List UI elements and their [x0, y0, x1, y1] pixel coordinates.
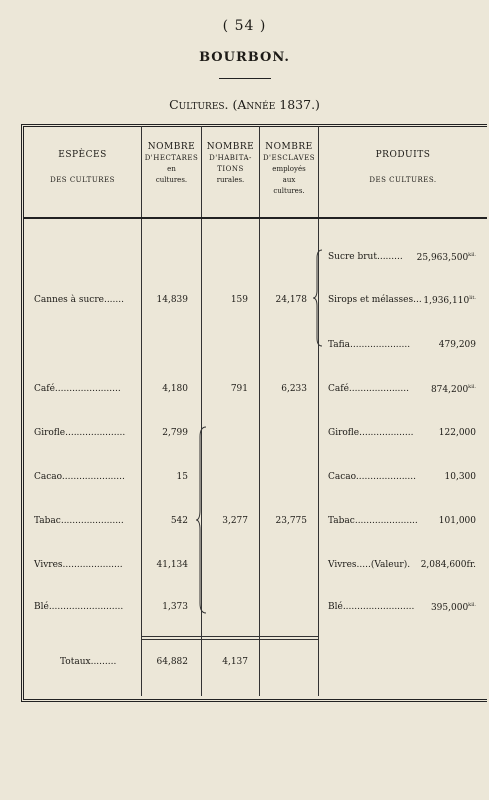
row-culture: Cacao......................	[34, 472, 125, 482]
product-value	[400, 340, 476, 350]
product-unit: kil.	[468, 252, 476, 258]
header-habitations-title: NOMBRE	[206, 142, 255, 152]
row-culture: Girofle.....................	[34, 428, 126, 438]
page-number: ( 54 )	[222, 18, 267, 34]
header-hectares-sub: D'HECTARES	[144, 154, 199, 162]
header-especes	[24, 150, 141, 186]
row-hectares: 2,799	[162, 428, 188, 438]
totals-label: Totaux.........	[60, 657, 117, 667]
header-hectares	[142, 142, 201, 186]
product-amount: 395,000	[430, 603, 469, 613]
product-label: Cacao.....................	[328, 472, 416, 482]
row-culture: Tabac......................	[34, 516, 124, 526]
product-value	[400, 428, 476, 438]
header-esclaves-sub: D'ESCLAVES	[262, 154, 316, 162]
product-amount: 2,084,600fr.	[420, 560, 476, 570]
row-hectares: 542	[170, 516, 188, 526]
product-label: Sirops et mélasses...	[328, 295, 422, 305]
header-hectares-title: NOMBRE	[147, 142, 196, 152]
totals-hectares: 64,882	[156, 657, 188, 667]
product-label: Vivres.....(Valeur).	[328, 560, 411, 570]
totals-rule	[142, 636, 259, 637]
product-label: Girofle...................	[328, 428, 414, 438]
row-hectares: 15	[176, 472, 188, 482]
product-label: Sucre brut.........	[328, 252, 403, 262]
table-caption: Cultures. (Année 1837.)	[169, 97, 320, 112]
row-esclaves: 6,233	[281, 384, 307, 394]
product-value	[400, 472, 476, 482]
product-unit: kil.	[468, 602, 476, 608]
product-label: Café.....................	[328, 384, 409, 394]
row-culture: Vivres.....................	[34, 560, 123, 570]
header-produits-sub: DES CULTURES.	[369, 176, 437, 184]
page-title: BOURBON.	[199, 50, 290, 65]
header-hectares-line4: cultures.	[155, 176, 188, 184]
grouped-esclaves: 23,775	[275, 516, 307, 526]
column-divider	[318, 126, 319, 696]
header-especes-sub: DES CULTURES	[50, 176, 115, 184]
totals-rule	[260, 636, 318, 637]
row-culture: Café.......................	[34, 384, 121, 394]
row-hectares: 4,180	[162, 384, 188, 394]
product-amount: 1,936,110	[423, 296, 470, 306]
product-amount: 122,000	[438, 428, 476, 438]
grouped-habitations: 3,277	[222, 516, 248, 526]
product-label: Tafia.....................	[328, 340, 411, 350]
title-rule	[219, 78, 271, 79]
product-value	[400, 295, 476, 306]
totals-rule	[142, 639, 259, 640]
product-amount: 101,000	[438, 516, 476, 526]
product-value	[400, 560, 476, 570]
row-habitations: 791	[230, 384, 248, 394]
product-amount: 479,209	[438, 340, 476, 350]
row-culture: Cannes à sucre.......	[34, 295, 124, 305]
header-esclaves-line3: employés	[272, 165, 306, 173]
header-esclaves-title: NOMBRE	[265, 142, 313, 152]
header-esclaves	[260, 142, 318, 197]
product-value	[400, 602, 476, 613]
row-habitations: 159	[230, 295, 248, 305]
header-habitations-sub: D'HABITA-	[209, 154, 252, 162]
product-label: Blé.........................	[328, 602, 415, 612]
header-produits	[319, 150, 487, 186]
totals-habitations: 4,137	[222, 657, 248, 667]
product-value	[400, 252, 476, 263]
brace-grouping	[196, 425, 210, 615]
product-label: Tabac......................	[328, 516, 418, 526]
product-value	[400, 384, 476, 395]
product-amount: 874,200	[430, 385, 469, 395]
header-esclaves-line4: aux	[282, 176, 296, 184]
product-amount: 25,963,500	[416, 253, 469, 263]
row-hectares: 1,373	[162, 602, 188, 612]
header-habitations-line3: TIONS	[217, 165, 244, 173]
brace-products	[312, 248, 326, 348]
header-especes-title: ESPÈCES	[58, 150, 107, 160]
header-habitations	[202, 142, 259, 186]
column-divider	[259, 126, 260, 696]
cultures-table	[21, 124, 487, 702]
header-rule	[24, 217, 487, 219]
row-hectares: 41,134	[156, 560, 188, 570]
row-culture: Blé..........................	[34, 602, 124, 612]
product-unit: kil.	[468, 384, 476, 390]
row-esclaves: 24,178	[275, 295, 307, 305]
header-produits-title: PRODUITS	[375, 150, 431, 160]
header-habitations-line4: rurales.	[216, 176, 245, 184]
product-value	[400, 516, 476, 526]
row-hectares: 14,839	[156, 295, 188, 305]
header-esclaves-line5: cultures.	[273, 187, 305, 195]
totals-rule	[260, 639, 318, 640]
header-hectares-line3: en	[167, 165, 176, 173]
product-unit: lit.	[469, 295, 476, 301]
product-amount: 10,300	[444, 472, 476, 482]
